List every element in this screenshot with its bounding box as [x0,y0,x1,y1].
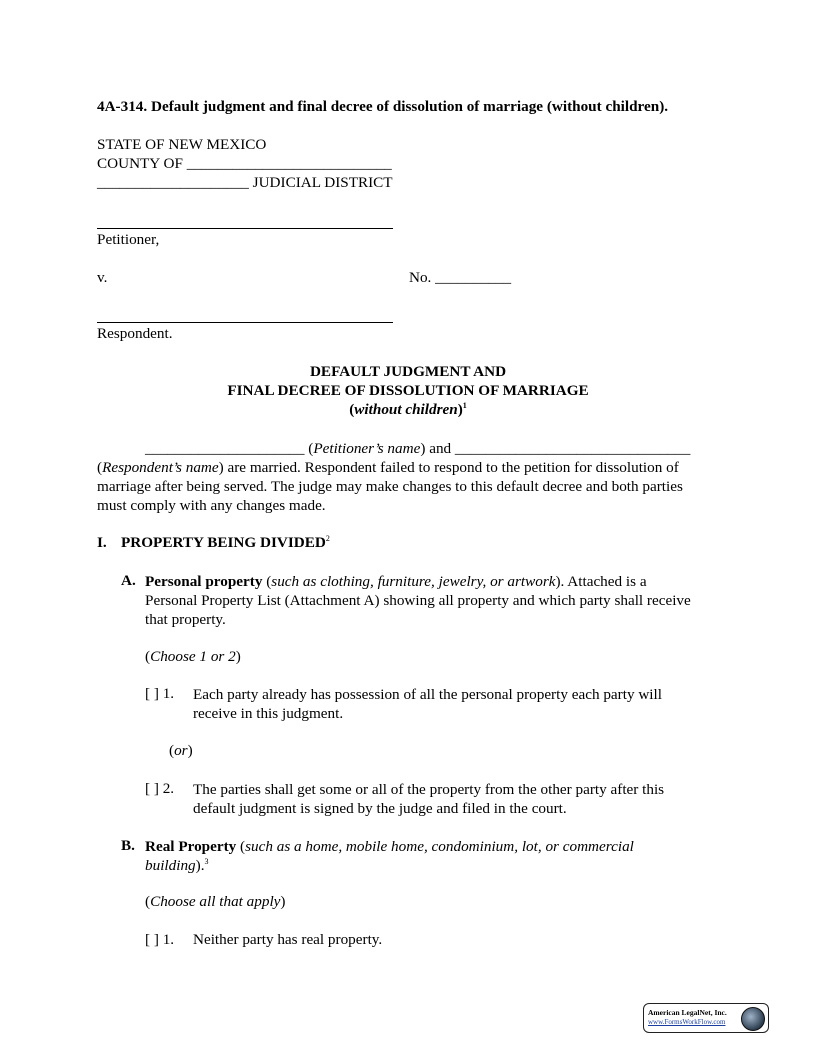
subsection-b-line2: building).$^3$ [145,857,209,874]
section-number: I. [97,534,107,551]
globe-icon [741,1007,765,1031]
subsection-a-line3: that property. [145,611,226,628]
intro-line1: _____________________ (Petitioner’s name) and _______________________________ [145,440,691,457]
or-separator: (or) [169,742,193,759]
choose-instruction-b: (Choose all that apply) [145,893,286,910]
option-a1-checkbox[interactable]: [ ] 1. [145,685,175,702]
document-title-line1: DEFAULT JUDGMENT AND [309,363,507,380]
footnote-ref-2: 2 [325,534,330,543]
option-a2-checkbox[interactable]: [ ] 2. [145,780,175,797]
subsection-a-line1: Personal property (such as clothing, furniture, jewelry, or artwork). Attached is a [145,573,647,590]
subsection-a-line2: Personal Property List (Attachment A) showing all property and which party shall receive [145,592,691,609]
logo-website-link[interactable]: www.FormsWorkFlow.com [648,1018,726,1026]
form-heading: 4A-314. Default judgment and final decree of dissolution of marriage (without children). [97,98,669,115]
subsection-b-line1: Real Property (such as a home, mobile home, condominium, lot, or commercial [145,838,634,855]
option-a1-line1: Each party already has possession of all the personal property each party will [193,686,662,703]
document-title-line3: (without children)$^1$ [349,401,467,418]
footnote-ref-1: 1 [462,401,467,410]
logo-company-name: American LegalNet, Inc. [648,1008,727,1017]
option-a1-text [193,685,733,723]
petitioner-name-line [97,228,393,229]
state-name: STATE OF NEW MEXICO [97,136,267,153]
county-line: COUNTY OF ___________________________ [97,155,392,172]
intro-line4: must comply with any changes made. [97,497,326,514]
case-number-line: No. __________ [409,269,512,286]
subsection-a-letter: A. [121,572,136,589]
subsection-b-letter: B. [121,837,135,854]
document-title-line2: FINAL DECREE OF DISSOLUTION OF MARRIAGE [227,382,589,399]
respondent-label: Respondent. [97,325,173,342]
footnote-ref-3: 3 [204,857,209,866]
option-a1-line2: receive in this judgment. [193,705,344,722]
option-a2-line1: The parties shall get some or all of the property from the other party after this [193,781,665,798]
option-a2-text [193,780,733,818]
versus-label: v. [97,269,108,286]
subsection-b-body [145,837,735,875]
option-b1-checkbox[interactable]: [ ] 1. [145,931,175,948]
judicial-district-line: ____________________ JUDICIAL DISTRICT [97,174,393,191]
choose-instruction-a: (Choose 1 or 2) [145,648,241,665]
option-a2-line2: default judgment is signed by the judge and filed in the court. [193,800,567,817]
american-legalnet-logo[interactable] [643,1003,769,1033]
intro-line2: (Respondent’s name) are married. Respondent failed to respond to the petition for dissolution of [97,459,679,476]
petitioner-label: Petitioner, [97,231,160,248]
option-b1-text: Neither party has real property. [193,931,383,948]
intro-line3: marriage after being served. The judge may make changes to this default decree and both parties [97,478,683,495]
intro-paragraph [97,439,727,515]
section-title: PROPERTY BEING DIVIDED$^2$ [121,534,330,551]
respondent-name-line [97,322,393,323]
subsection-a-body [145,572,735,629]
